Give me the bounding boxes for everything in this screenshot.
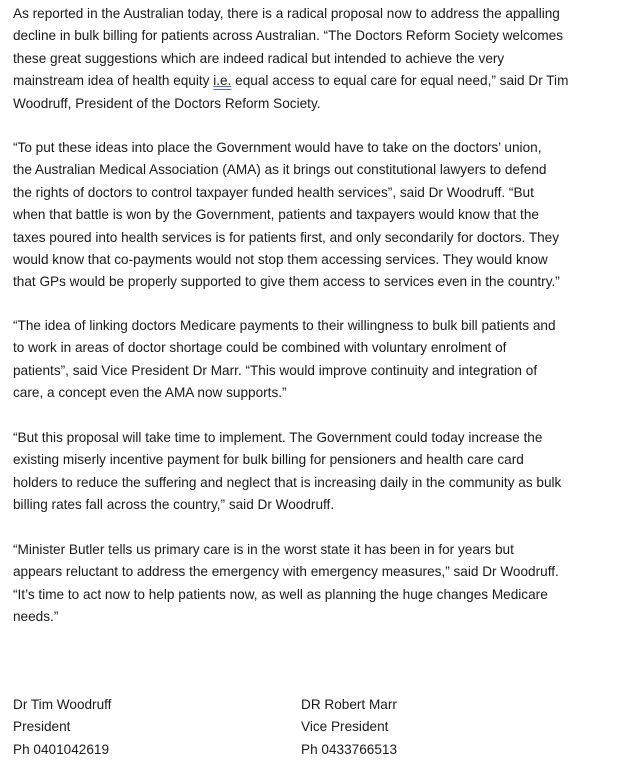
paragraph-government bbox=[13, 137, 618, 294]
signatory-title: President bbox=[13, 719, 71, 735]
signatory-name: DR Robert Marr bbox=[301, 697, 397, 712]
text-line: care, a concept even the AMA now supports.” bbox=[13, 385, 287, 401]
text-line: “To put these ideas into place the Government would have to take on the doctors’ union, bbox=[13, 140, 542, 155]
text-line: would know that co-payments would not stop them accessing services. They would know bbox=[13, 252, 548, 268]
text-line: needs.” bbox=[13, 609, 59, 625]
spellcheck-underlined-word[interactable]: i.e. bbox=[213, 73, 232, 89]
text-line: to work in areas of doctor shortage could be combined with voluntary enrolment of bbox=[13, 340, 507, 356]
text-line: that GPs would be properly supported to give them access to services even in the country.” bbox=[13, 274, 560, 290]
text-line: taxes poured into health services is for patients first, and only secondarily for doctors. They bbox=[13, 229, 560, 245]
text-line: existing miserly incentive payment for bulk billing for pensioners and health care card bbox=[13, 452, 524, 468]
text-line bbox=[13, 70, 618, 92]
text-fragment: mainstream idea of health equity bbox=[13, 73, 214, 89]
text-line: the Australian Medical Association (AMA) as it brings out constitutional lawyers to defend bbox=[13, 162, 547, 178]
text-fragment: equal access to equal care for equal need,” said Dr Tim bbox=[231, 73, 569, 89]
text-line: Woodruff, President of the Doctors Reform Society. bbox=[13, 95, 321, 111]
text-line: appears reluctant to address the emergency with emergency measures,” said Dr Woodruff. bbox=[13, 564, 559, 580]
signatory-phone: Ph 0401042619 bbox=[13, 741, 110, 757]
signatory-name: Dr Tim Woodruff bbox=[13, 697, 112, 712]
signature-block-president bbox=[13, 694, 111, 761]
text-line: “Minister Butler tells us primary care is in the worst state it has been in for years but bbox=[13, 542, 514, 557]
paragraph-medicare-linking bbox=[13, 315, 618, 405]
text-line: “The idea of linking doctors Medicare payments to their willingness to bulk bill patients and bbox=[13, 318, 556, 333]
signatory-title: Vice President bbox=[301, 719, 389, 735]
text-line: “But this proposal will take time to implement. The Government could today increase the bbox=[13, 430, 543, 445]
document-body bbox=[13, 0, 618, 771]
paragraph-minister bbox=[13, 539, 618, 629]
text-line: when that battle is won by the Government, patients and taxpayers would know that the bbox=[13, 207, 539, 223]
text-line: “It’s time to act now to help patients now, as well as planning the huge changes Medicare bbox=[13, 586, 548, 602]
text-line: patients”, said Vice President Dr Marr. “This would improve continuity and integration of bbox=[13, 362, 538, 378]
paragraph-intro bbox=[13, 3, 618, 115]
text-line: As reported in the Australian today, there is a radical proposal now to address the appalling bbox=[13, 6, 560, 21]
text-line: decline in bulk billing for patients across Australian. “The Doctors Reform Society welcomes bbox=[13, 28, 564, 44]
signatory-phone: Ph 0433766513 bbox=[301, 741, 398, 757]
text-line: the rights of doctors to control taxpayer funded health services”, said Dr Woodruff. “But bbox=[13, 184, 534, 200]
text-line: holders to reduce the suffering and neglect that is increasing daily in the community as bulk bbox=[13, 474, 562, 490]
paragraph-implementation bbox=[13, 427, 618, 517]
signature-block-vice-president bbox=[301, 694, 397, 761]
text-line: billing rates fall across the country,” said Dr Woodruff. bbox=[13, 497, 335, 513]
text-line: these great suggestions which are indeed radical but intended to achieve the very bbox=[13, 50, 505, 66]
